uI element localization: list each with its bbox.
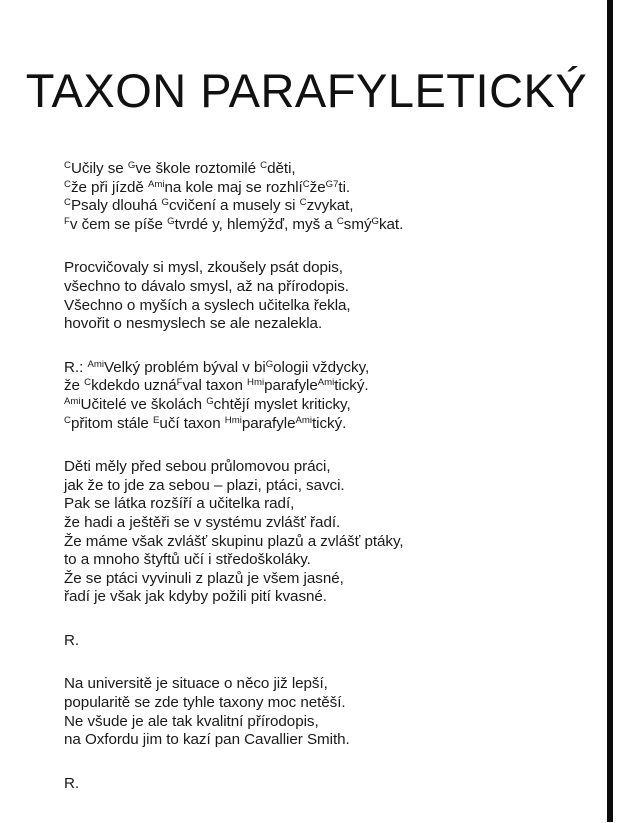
chord-label: C bbox=[64, 197, 71, 209]
lyric-line bbox=[64, 359, 534, 378]
chord-label: F bbox=[64, 215, 70, 227]
lyric-text: Že se ptáci vyvinuli z plazů je všem jasné, bbox=[64, 569, 344, 587]
lyric-text: popularitě se zde tyhle taxony moc netěší. bbox=[64, 694, 346, 712]
lyric-text: Děti měly před sebou průlomovou práci, bbox=[64, 458, 331, 476]
lyric-line bbox=[64, 160, 534, 179]
lyric-text: chtějí myslet kriticky, bbox=[213, 395, 351, 413]
lyric-text: na Oxfordu jim to kazí pan Cavallier Smith. bbox=[64, 731, 350, 749]
lyric-text: zvykat, bbox=[306, 197, 354, 215]
lyric-text: Všechno o myších a syslech učitelka řekla, bbox=[64, 296, 351, 314]
lyric-text: na kole maj se rozhlí bbox=[164, 178, 303, 196]
chord-label: Hmi bbox=[224, 414, 242, 426]
lyric-text: ve škole roztomilé bbox=[135, 160, 261, 177]
lyric-line bbox=[64, 570, 534, 589]
lyric-text: hovořit o nesmyslech se ale nezalekla. bbox=[64, 315, 323, 333]
stanza bbox=[64, 775, 534, 794]
chord-label: G bbox=[167, 215, 175, 227]
chord-label: C bbox=[260, 160, 268, 171]
lyric-line bbox=[64, 675, 534, 694]
chord-label: G bbox=[127, 160, 136, 171]
chord-label: G bbox=[265, 358, 274, 370]
lyrics-body bbox=[64, 160, 534, 818]
stanza bbox=[64, 160, 534, 234]
lyric-line bbox=[64, 315, 534, 334]
lyric-text: řadí je však jak kdyby požili pití kvasné. bbox=[64, 588, 327, 606]
lyric-text: že při jízdě bbox=[70, 178, 148, 196]
chord-label: C bbox=[84, 377, 92, 389]
lyric-text: Ne všude je ale tak kvalitní přírodopis, bbox=[64, 712, 319, 730]
chord-label: G bbox=[371, 215, 379, 227]
lyric-line bbox=[64, 551, 534, 570]
lyric-text: Velký problém býval v bi bbox=[103, 358, 266, 376]
chord-label: Ami bbox=[317, 377, 335, 389]
lyric-line bbox=[64, 179, 534, 198]
chord-label: F bbox=[176, 377, 183, 389]
lyric-line bbox=[64, 396, 534, 415]
chord-label: C bbox=[302, 178, 310, 190]
lyric-text: parafyle bbox=[264, 377, 318, 395]
stanza bbox=[64, 458, 534, 607]
chord-label: C bbox=[64, 178, 71, 190]
page-title: TAXON PARAFYLETICKÝ bbox=[25, 64, 588, 117]
lyric-line bbox=[64, 415, 534, 434]
stanza bbox=[64, 359, 534, 433]
lyric-text: tický. bbox=[312, 414, 347, 432]
lyric-text: smý bbox=[343, 215, 372, 233]
lyric-text: učí taxon bbox=[159, 414, 225, 432]
lyric-line bbox=[64, 632, 534, 651]
chord-label: C bbox=[64, 160, 71, 171]
lyric-line bbox=[64, 694, 534, 713]
lyric-text: jak že to jde za sebou – plazi, ptáci, savci. bbox=[64, 476, 345, 494]
lyric-text: Na universitě je situace o něco již lepší, bbox=[64, 675, 328, 693]
stanza bbox=[64, 632, 534, 651]
lyric-text: všechno to dávalo smysl, až na přírodopis. bbox=[64, 277, 349, 295]
stanza bbox=[64, 675, 534, 749]
chord-label: G7 bbox=[325, 178, 339, 190]
lyric-text: tvrdé y, hlemýžď, myš a bbox=[174, 215, 337, 233]
lyric-text: že bbox=[309, 178, 326, 196]
chord-label: E bbox=[153, 414, 160, 426]
lyric-text: R.: bbox=[64, 358, 88, 376]
lyric-line bbox=[64, 216, 534, 235]
lyric-line bbox=[64, 297, 534, 316]
chord-label: Ami bbox=[64, 395, 81, 407]
lyric-line bbox=[64, 731, 534, 750]
chord-label: Hmi bbox=[247, 377, 265, 389]
lyric-text: to a mnoho štyftů učí i středoškoláky. bbox=[64, 551, 311, 569]
chord-label: C bbox=[336, 215, 344, 227]
lyric-line bbox=[64, 775, 534, 794]
lyric-text: parafyle bbox=[241, 414, 296, 432]
lyric-line bbox=[64, 377, 534, 396]
page-edge-right bbox=[607, 0, 613, 823]
lyric-text: val taxon bbox=[182, 377, 248, 395]
lyric-text: R. bbox=[64, 631, 80, 649]
lyric-text: cvičení a musely si bbox=[168, 197, 300, 215]
chord-label: G bbox=[206, 395, 214, 407]
lyric-line bbox=[64, 495, 534, 514]
lyric-text: že hadi a ještěři se v systému zvlášť řadí. bbox=[64, 513, 341, 531]
lyric-text: Učily se bbox=[70, 160, 128, 177]
lyric-line bbox=[64, 197, 534, 216]
lyric-text: kat. bbox=[378, 215, 404, 233]
lyric-text: v čem se píše bbox=[69, 215, 168, 233]
lyric-text: ti. bbox=[338, 178, 351, 196]
lyric-text: přitom stále bbox=[70, 414, 154, 432]
lyric-text: R. bbox=[64, 774, 80, 792]
lyric-line bbox=[64, 588, 534, 607]
chord-label: Ami bbox=[87, 358, 104, 370]
lyric-line bbox=[64, 514, 534, 533]
lyric-text: Procvičovaly si mysl, zkoušely psát dopis, bbox=[64, 259, 343, 277]
lyric-line bbox=[64, 533, 534, 552]
lyric-line bbox=[64, 713, 534, 732]
lyric-text: Psaly dlouhá bbox=[70, 197, 162, 215]
lyric-line bbox=[64, 278, 534, 297]
lyric-text: Pak se látka rozšíří a učitelka radí, bbox=[64, 495, 295, 513]
chord-label: G bbox=[161, 197, 169, 209]
lyric-text: ologii vždycky, bbox=[273, 358, 370, 376]
stanza bbox=[64, 259, 534, 333]
lyric-text: Že máme však zvlášť skupinu plazů a zvlášť ptáky, bbox=[64, 532, 404, 550]
chord-label: C bbox=[64, 414, 71, 426]
lyric-line bbox=[64, 477, 534, 496]
lyric-text: Učitelé ve školách bbox=[80, 395, 207, 413]
lyric-text: děti, bbox=[267, 160, 296, 177]
lyric-line bbox=[64, 458, 534, 477]
lyric-text: že bbox=[64, 377, 85, 395]
lyric-text: kdekdo uzná bbox=[91, 377, 177, 395]
chord-label: C bbox=[299, 197, 307, 209]
lyric-line bbox=[64, 259, 534, 278]
chord-label: Ami bbox=[295, 414, 313, 426]
lyric-text: tický. bbox=[334, 377, 369, 395]
chord-label: Ami bbox=[147, 178, 165, 190]
